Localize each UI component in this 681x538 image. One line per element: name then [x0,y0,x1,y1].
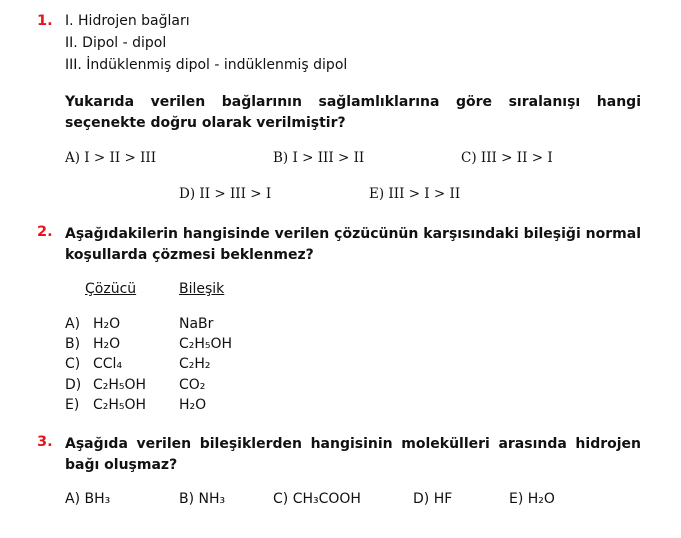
option-d[interactable]: D) II > III > I [179,186,272,202]
option-e[interactable]: E) III > I > II [369,186,461,202]
compound-header: Bileşik [179,281,225,297]
statement-3: III. İndüklenmiş dipol - indüklenmiş dipol [65,57,348,73]
question-number: 1. [37,13,53,29]
option-letter: E) [65,397,80,413]
statement-2: II. Dipol - dipol [65,35,167,51]
solvent-cell: CCl₄ [93,356,123,372]
solvent-cell: C₂H₅OH [93,397,147,413]
question-number: 2. [37,224,53,240]
solvent-cell: H₂O [93,336,121,352]
solvent-cell: H₂O [93,316,121,332]
option-letter: B) [65,336,81,352]
option-c[interactable]: C) CH₃COOH [273,491,361,507]
question-stem: Aşağıda verilen bileşiklerden hangisinin molekülleri arasında hidrojen bağı oluşmaz? [65,436,641,473]
option-d[interactable]: D) HF [413,491,453,507]
question-stem: Aşağıdakilerin hangisinde verilen çözücünün karşısındaki bileşiği normal koşullarda çözmesi beklenmez? [65,226,641,263]
statement-1: I. Hidrojen bağları [65,13,190,29]
compound-cell: C₂H₂ [179,356,211,372]
compound-cell: H₂O [179,397,207,413]
compound-cell: CO₂ [179,377,206,393]
question-number: 3. [37,434,53,450]
option-letter: C) [65,356,81,372]
option-e[interactable]: E) H₂O [509,491,555,507]
solvent-header: Çözücü [85,281,137,297]
compound-cell: C₂H₅OH [179,336,233,352]
option-b[interactable]: B) I > III > II [273,150,365,166]
question-stem: Yukarıda verilen bağlarının sağlamlıklarına göre sıralanışı hangi seçenekte doğru olarak verilmiştir? [65,94,641,131]
option-a[interactable]: A) I > II > III [65,150,157,166]
option-letter: A) [65,316,81,332]
option-c[interactable]: C) III > II > I [461,150,553,166]
option-letter: D) [65,377,82,393]
compound-cell: NaBr [179,316,214,332]
option-b[interactable]: B) NH₃ [179,491,226,507]
option-a[interactable]: A) BH₃ [65,491,111,507]
solvent-cell: C₂H₅OH [93,377,147,393]
